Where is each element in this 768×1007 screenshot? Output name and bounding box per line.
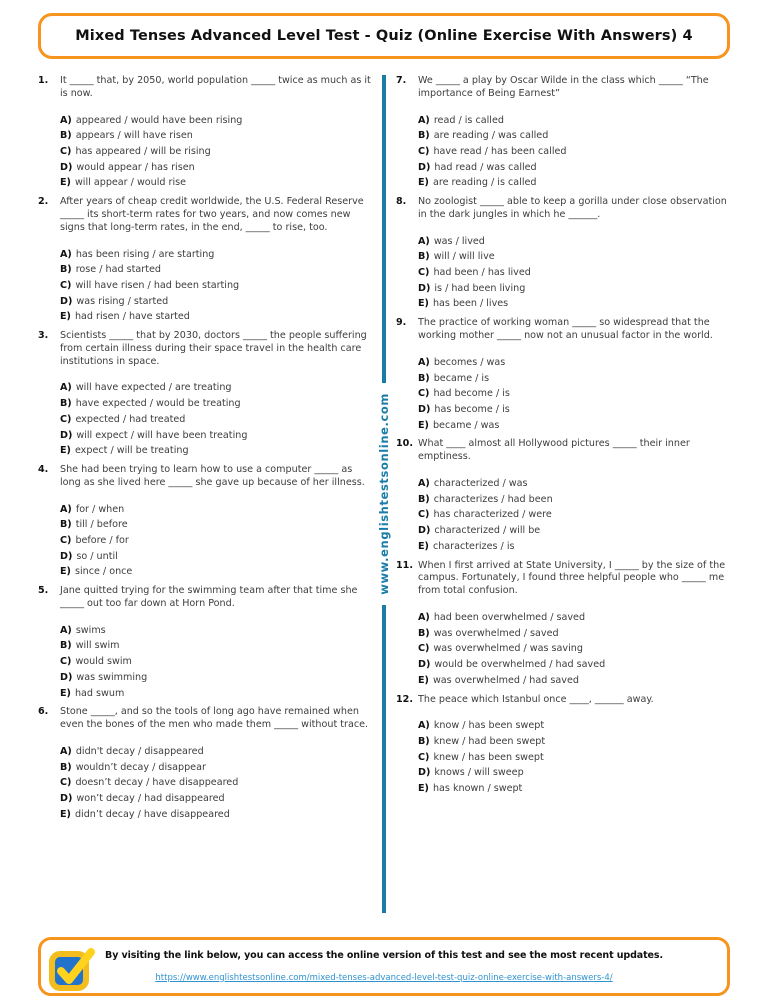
option-text: are reading / is called	[432, 177, 537, 189]
answer-option	[60, 519, 372, 532]
option-letter: D)	[60, 671, 73, 683]
option-text: had become / is	[433, 388, 510, 400]
option-text: has characterized / were	[433, 509, 552, 521]
answer-option	[60, 809, 372, 822]
option-letter: B)	[60, 640, 72, 652]
answer-option	[60, 311, 372, 324]
option-letter: C)	[60, 413, 72, 425]
option-letter: E)	[60, 687, 71, 699]
answer-option	[418, 283, 730, 296]
option-text: was overwhelmed / saved	[433, 627, 559, 639]
answer-option	[418, 298, 730, 311]
option-letter: B)	[60, 519, 72, 531]
option-letter: E)	[60, 566, 71, 578]
options-list	[60, 746, 372, 822]
option-letter: B)	[418, 251, 430, 263]
answer-option	[60, 625, 372, 638]
option-text: rose / had started	[75, 264, 161, 276]
answer-option	[60, 162, 372, 175]
option-letter: C)	[418, 267, 430, 279]
option-text: had swum	[74, 687, 125, 699]
option-letter: C)	[418, 751, 430, 763]
watermark-text: www.englishtestsonline.com	[377, 393, 391, 595]
options-list	[418, 236, 730, 312]
answer-option	[418, 767, 730, 780]
option-text: for / when	[75, 503, 125, 515]
question-item	[396, 438, 730, 553]
option-text: was swimming	[76, 671, 148, 683]
question-item	[396, 196, 730, 311]
answer-option	[418, 115, 730, 128]
option-text: so / until	[76, 550, 118, 562]
question-number: 6.	[38, 706, 49, 718]
option-text: will / will live	[433, 251, 495, 263]
options-list	[418, 720, 730, 796]
answer-option	[60, 445, 372, 458]
option-letter: C)	[418, 643, 430, 655]
question-text: Scientists _____ that by 2030, doctors _____ the people suffering from certain illness during their space travel in the health care institutions in space.	[60, 330, 367, 367]
option-letter: E)	[60, 445, 71, 457]
option-text: read / is called	[433, 114, 504, 126]
answer-option	[60, 382, 372, 395]
options-list	[60, 115, 372, 191]
answer-option	[418, 236, 730, 249]
option-letter: D)	[60, 550, 73, 562]
question-item	[38, 585, 372, 700]
option-text: characterizes / had been	[433, 493, 553, 505]
answer-option	[418, 659, 730, 672]
option-letter: C)	[60, 777, 72, 789]
answer-option	[60, 793, 372, 806]
question-item	[38, 706, 372, 821]
answer-option	[60, 504, 372, 517]
option-text: doesn’t decay / have disappeared	[75, 777, 239, 789]
option-text: was rising / started	[76, 295, 169, 307]
option-letter: A)	[60, 503, 72, 515]
option-letter: D)	[60, 792, 73, 804]
option-letter: C)	[60, 145, 72, 157]
question-number: 1.	[38, 75, 49, 86]
question-number: 9.	[396, 317, 407, 329]
question-number: 10.	[396, 438, 413, 450]
questions-column-right	[396, 75, 730, 913]
option-letter: E)	[418, 783, 429, 795]
option-letter: D)	[60, 161, 73, 173]
answer-option	[418, 373, 730, 386]
option-text: would appear / has risen	[76, 161, 195, 173]
answer-option	[418, 162, 730, 175]
answer-option	[60, 115, 372, 128]
option-text: didn't decay / disappeared	[75, 745, 204, 757]
option-letter: B)	[60, 130, 72, 142]
answer-option	[418, 478, 730, 491]
answer-option	[418, 675, 730, 688]
question-number: 3.	[38, 330, 49, 342]
divider-line-top	[382, 75, 386, 383]
answer-option	[418, 643, 730, 656]
option-letter: B)	[60, 398, 72, 410]
answer-option	[60, 762, 372, 775]
options-list	[418, 115, 730, 191]
option-text: is / had been living	[434, 282, 526, 294]
option-text: appeared / would have been rising	[75, 114, 243, 126]
options-list	[418, 478, 730, 554]
option-text: expect / will be treating	[74, 445, 189, 457]
answer-option	[60, 551, 372, 564]
option-text: has become / is	[434, 403, 510, 415]
option-letter: A)	[418, 611, 430, 623]
option-letter: B)	[418, 627, 430, 639]
option-letter: C)	[60, 656, 72, 668]
option-text: had risen / have started	[74, 311, 190, 323]
option-letter: E)	[60, 177, 71, 189]
option-letter: B)	[418, 735, 430, 747]
question-text: She had been trying to learn how to use a computer _____ as long as she lived here _____ she gave up because of her illness.	[60, 464, 365, 488]
option-text: characterized / was	[433, 478, 528, 490]
option-text: has known / swept	[432, 783, 523, 795]
option-letter: E)	[418, 298, 429, 310]
option-text: will appear / would rise	[74, 177, 187, 189]
option-text: had read / was called	[434, 161, 537, 173]
option-text: have read / has been called	[433, 145, 567, 157]
answer-option	[418, 783, 730, 796]
answer-option	[60, 280, 372, 293]
option-letter: D)	[418, 282, 431, 294]
option-letter: A)	[418, 478, 430, 490]
answer-option	[418, 736, 730, 749]
option-text: wouldn’t decay / disappear	[75, 761, 206, 773]
option-text: became / was	[432, 419, 500, 431]
option-text: characterizes / is	[432, 540, 515, 552]
question-text: Stone _____, and so the tools of long ago have remained when even the bones of the men who made them _____ without trace.	[60, 706, 369, 731]
footer-link[interactable]: https://www.englishtestsonline.com/mixed-tenses-advanced-level-test-quiz-online-exercise-with-answers-4/	[155, 972, 613, 983]
answer-option	[418, 752, 730, 765]
option-letter: C)	[60, 534, 72, 546]
option-text: was overwhelmed / had saved	[432, 674, 579, 686]
options-list	[60, 504, 372, 580]
question-text: What ____ almost all Hollywood pictures _____ their inner emptiness.	[418, 438, 690, 463]
option-text: will expect / will have been treating	[76, 429, 248, 441]
option-text: appears / will have risen	[75, 130, 193, 142]
answer-option	[60, 746, 372, 759]
option-text: became / is	[433, 372, 490, 384]
answer-option	[418, 267, 730, 280]
option-letter: D)	[418, 767, 431, 779]
answer-option	[60, 264, 372, 277]
option-text: becomes / was	[433, 356, 506, 368]
question-text: The practice of working woman _____ so widespread that the working mother _____ now not an unusual factor in the world.	[418, 317, 713, 342]
option-letter: A)	[418, 114, 430, 126]
option-letter: A)	[60, 114, 72, 126]
question-item	[396, 75, 730, 190]
option-letter: E)	[60, 311, 71, 323]
option-letter: A)	[418, 235, 430, 247]
footer-box	[38, 937, 730, 996]
answer-option	[60, 777, 372, 790]
option-text: was / lived	[433, 235, 485, 247]
option-text: won’t decay / had disappeared	[76, 792, 225, 804]
option-text: will have expected / are treating	[75, 382, 232, 394]
question-text: When I first arrived at State University, I _____ by the size of the campus. Fortunately, I found three helpful people who _____ me from total confusion.	[418, 559, 726, 597]
answer-option	[418, 251, 730, 264]
answer-option	[60, 656, 372, 669]
question-text: It _____ that, by 2050, world population _____ twice as much as it is now.	[60, 75, 371, 99]
answer-option	[60, 430, 372, 443]
option-text: expected / had treated	[75, 413, 186, 425]
option-text: didn’t decay / have disappeared	[74, 808, 230, 820]
option-letter: A)	[60, 382, 72, 394]
answer-option	[418, 177, 730, 190]
answer-option	[418, 720, 730, 733]
options-list	[418, 612, 730, 688]
question-item	[38, 464, 372, 579]
page-title: Mixed Tenses Advanced Level Test - Quiz (Online Exercise With Answers) 4	[75, 28, 693, 44]
option-letter: E)	[60, 808, 71, 820]
answer-option	[418, 388, 730, 401]
option-letter: A)	[60, 745, 72, 757]
question-number: 8.	[396, 196, 407, 208]
answer-option	[418, 404, 730, 417]
option-letter: A)	[418, 356, 430, 368]
option-letter: D)	[60, 295, 73, 307]
option-letter: D)	[418, 525, 431, 537]
option-text: since / once	[74, 566, 133, 578]
options-list	[418, 357, 730, 433]
option-text: are reading / was called	[433, 130, 549, 142]
option-text: would swim	[75, 656, 132, 668]
question-text: No zoologist _____ able to keep a gorilla under close observation in the dark jungles in which he ______.	[418, 196, 727, 220]
answer-option	[60, 672, 372, 685]
option-letter: E)	[418, 674, 429, 686]
footer-text	[41, 950, 727, 984]
answer-option	[60, 414, 372, 427]
answer-option	[418, 541, 730, 554]
question-text: After years of cheap credit worldwide, the U.S. Federal Reserve _____ its short-term rates for two years, and now comes new signs that long-term rates, in the end, _____ to rise, too.	[60, 196, 364, 233]
question-item	[396, 560, 730, 688]
answer-option	[60, 296, 372, 309]
question-text: We _____ a play by Oscar Wilde in the class which _____ “The importance of Being Earnest”	[418, 75, 709, 99]
question-item	[396, 317, 730, 432]
option-letter: A)	[60, 248, 72, 260]
option-text: know / has been swept	[433, 720, 545, 732]
option-letter: D)	[418, 659, 431, 671]
answer-option	[60, 640, 372, 653]
option-text: will swim	[75, 640, 120, 652]
answer-option	[60, 688, 372, 701]
answer-option	[60, 398, 372, 411]
option-letter: D)	[60, 429, 73, 441]
column-divider	[372, 75, 396, 913]
option-letter: A)	[60, 624, 72, 636]
option-text: has appeared / will be rising	[75, 145, 211, 157]
option-text: has been rising / are starting	[75, 248, 215, 260]
option-text: was overwhelmed / was saving	[433, 643, 583, 655]
question-item	[38, 196, 372, 324]
option-text: had been / has lived	[433, 267, 531, 279]
option-text: have expected / would be treating	[75, 398, 241, 410]
option-text: knew / had been swept	[433, 735, 546, 747]
option-letter: D)	[418, 161, 431, 173]
option-text: would be overwhelmed / had saved	[434, 659, 606, 671]
question-number: 4.	[38, 464, 49, 476]
option-text: will have risen / had been starting	[75, 279, 240, 291]
question-text: Jane quitted trying for the swimming team after that time she _____ out too far down at Horn Pond.	[60, 585, 358, 609]
option-letter: E)	[418, 177, 429, 189]
options-list	[60, 249, 372, 325]
option-letter: B)	[60, 264, 72, 276]
answer-option	[60, 566, 372, 579]
option-letter: C)	[60, 279, 72, 291]
answer-option	[418, 130, 730, 143]
divider-line-bottom	[382, 605, 386, 913]
option-text: swims	[75, 624, 106, 636]
option-letter: B)	[418, 130, 430, 142]
option-text: till / before	[75, 519, 128, 531]
option-letter: C)	[418, 388, 430, 400]
answer-option	[418, 509, 730, 522]
question-number: 2.	[38, 196, 49, 208]
option-text: knew / has been swept	[433, 751, 544, 763]
option-text: knows / will sweep	[434, 767, 524, 779]
option-letter: C)	[418, 509, 430, 521]
question-item	[38, 75, 372, 190]
option-letter: B)	[418, 372, 430, 384]
option-letter: B)	[418, 493, 430, 505]
option-letter: E)	[418, 540, 429, 552]
option-text: has been / lives	[432, 298, 509, 310]
question-item	[38, 330, 372, 458]
question-number: 11.	[396, 559, 413, 571]
answer-option	[60, 249, 372, 262]
option-text: before / for	[75, 534, 129, 546]
question-number: 12.	[396, 693, 413, 705]
option-letter: A)	[418, 720, 430, 732]
option-text: characterized / will be	[434, 525, 541, 537]
answer-option	[418, 612, 730, 625]
question-text: The peace which Istanbul once ____, ______ away.	[418, 693, 654, 705]
questions-column-left	[38, 75, 372, 913]
answer-option	[418, 357, 730, 370]
question-number: 5.	[38, 585, 49, 597]
option-letter: D)	[418, 403, 431, 415]
options-list	[60, 625, 372, 701]
answer-option	[418, 494, 730, 507]
option-letter: B)	[60, 761, 72, 773]
answer-option	[60, 535, 372, 548]
answer-option	[60, 146, 372, 159]
option-letter: E)	[418, 419, 429, 431]
answer-option	[60, 130, 372, 143]
question-item	[396, 694, 730, 796]
answer-option	[60, 177, 372, 190]
title-box	[38, 13, 730, 59]
answer-option	[418, 146, 730, 159]
answer-option	[418, 525, 730, 538]
options-list	[60, 382, 372, 458]
option-text: had been overwhelmed / saved	[433, 611, 586, 623]
question-number: 7.	[396, 75, 407, 86]
footer-message: By visiting the link below, you can access the online version of this test and see the most recent updates.	[105, 949, 663, 961]
questions-area	[38, 75, 730, 913]
answer-option	[418, 628, 730, 641]
answer-option	[418, 420, 730, 433]
option-letter: C)	[418, 145, 430, 157]
